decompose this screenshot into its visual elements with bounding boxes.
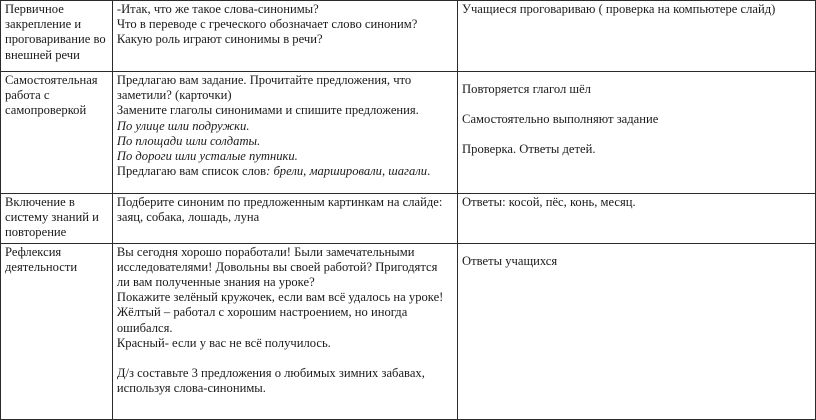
teacher-activity-cell <box>112 243 457 419</box>
stage-text: Рефлексия деятельности <box>5 244 78 274</box>
homework-text: Д/з составьте 3 предложения о любимых зимних забавах, используя слова-синонимы. <box>116 366 429 396</box>
word-list-line <box>117 164 453 179</box>
stage-cell <box>1 243 113 419</box>
example-sentence: По площади шли солдаты. <box>116 133 261 148</box>
student-text: Ответы: косой, пёс, конь, месяц. <box>462 195 636 209</box>
teacher-line: Замените глаголы синонимами и спишите предложения. <box>116 103 419 118</box>
student-text: Ответы учащихся <box>462 253 558 268</box>
student-activity-cell <box>458 243 816 419</box>
table-row <box>1 194 816 244</box>
student-activity-cell <box>458 72 816 194</box>
teacher-line: -Итак, что же такое слова-синонимы? <box>116 2 319 16</box>
teacher-activity-cell <box>112 72 457 194</box>
stage-text: Самостоятельная работа с самопроверкой <box>5 73 98 118</box>
teacher-line: Покажите зелёный кружочек, если вам всё удалось на уроке! <box>116 290 444 305</box>
stage-cell <box>1 194 113 244</box>
student-text: Повторяется глагол шёл <box>462 82 591 96</box>
stage-cell <box>1 72 113 194</box>
word-list-prefix: Предлагаю вам список слов <box>116 164 267 179</box>
teacher-line: заяц, собака, лошадь, луна <box>116 210 260 225</box>
table-row <box>1 243 816 419</box>
student-activity-cell <box>458 194 816 244</box>
stage-text: Первичное закрепление и проговаривание во внешней речи <box>5 2 106 62</box>
student-text: Проверка. Ответы детей. <box>462 142 596 157</box>
teacher-line: Вы сегодня хорошо поработали! Были замечательными исследователями! Довольны вы своей работой? Пригодятся ли вам полученные знания на уроке? <box>116 244 441 290</box>
teacher-line: Красный- если у вас не всё получилось. <box>116 335 331 350</box>
table-row <box>1 1 816 72</box>
word-list-words: : брели, маршировали, шагали <box>266 164 428 179</box>
teacher-line: Предлагаю вам задание. Прочитайте предложения, что заметили? (карточки) <box>116 73 415 103</box>
teacher-line: Что в переводе с греческого обозначает слово синоним? <box>116 17 418 32</box>
teacher-line: Какую роль играют синонимы в речи? <box>116 32 323 47</box>
student-text: Самостоятельно выполняют задание <box>462 112 659 127</box>
teacher-activity-cell <box>112 194 457 244</box>
stage-cell <box>1 1 113 72</box>
example-sentence: По дороги шли усталые путники. <box>116 149 298 164</box>
student-text: Учащиеся проговариваю ( проверка на компьютере слайд) <box>462 2 776 16</box>
teacher-line: Жёлтый – работал с хорошим настроением, но иногда ошибался. <box>116 305 411 335</box>
example-sentence: По улице шли подружки. <box>116 118 250 133</box>
table-row <box>1 72 816 194</box>
word-list-end: . <box>427 164 431 179</box>
teacher-activity-cell <box>112 1 457 72</box>
teacher-line: Подберите синоним по предложенным картинкам на слайде: <box>116 195 443 209</box>
stage-text: Включение в систему знаний и повторение <box>5 195 99 240</box>
student-activity-cell <box>458 1 816 72</box>
